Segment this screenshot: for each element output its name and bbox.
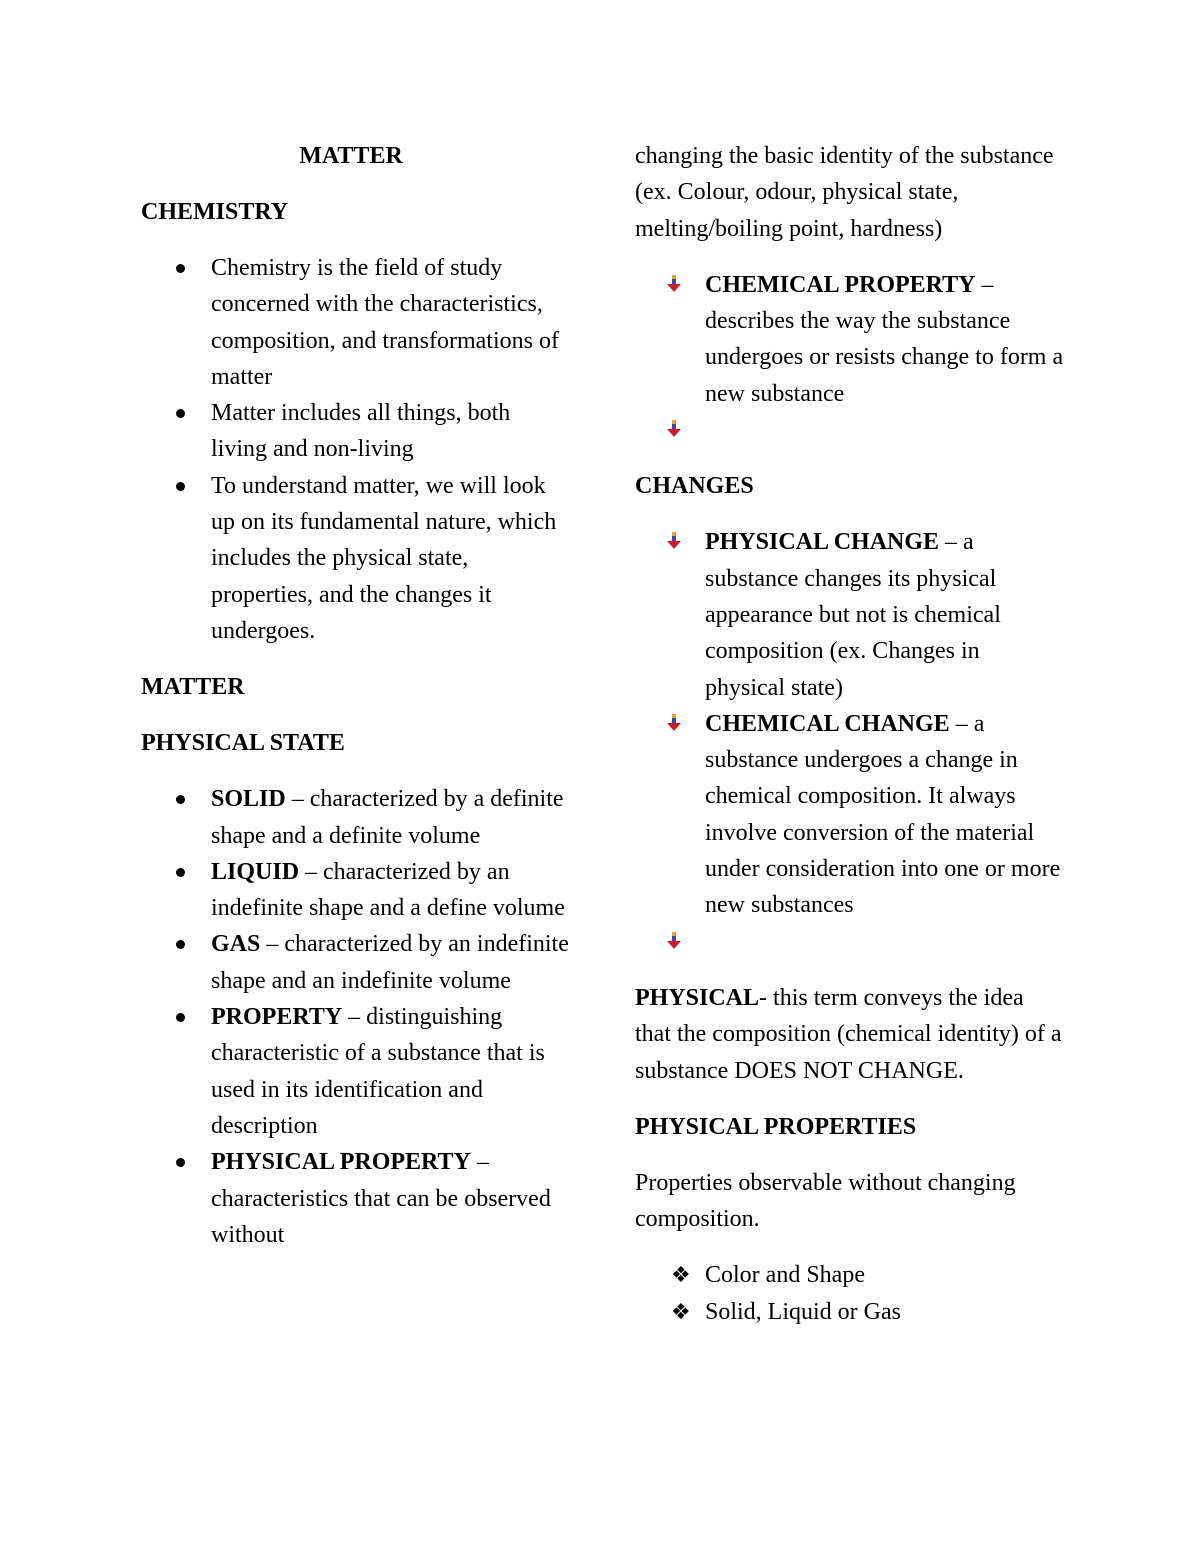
list-item: ❖ Solid, Liquid or Gas — [635, 1294, 1065, 1330]
physical-state-list — [141, 781, 571, 1253]
list-item: LIQUID – characterized by an indefinite shape and a define volume — [141, 854, 571, 927]
bullet-icon — [171, 395, 201, 431]
bullet-icon — [171, 1144, 201, 1180]
bullet-icon — [171, 999, 201, 1035]
term: CHEMICAL PROPERTY — [705, 271, 976, 298]
list-item: CHEMICAL CHANGE – a substance undergoes a change in chemical composition. It always involve conversion of the material under consideration into one or more new substances — [635, 706, 1065, 924]
list-item: PHYSICAL CHANGE – a substance changes its physical appearance but not is chemical composition (ex. Changes in physical state) — [635, 524, 1065, 705]
arrow-bullet-icon — [665, 706, 695, 742]
property-list — [635, 267, 1065, 448]
physical-properties-list — [635, 1257, 1065, 1330]
list-item: GAS – characterized by an indefinite shape and an indefinite volume — [141, 926, 571, 999]
chemistry-heading: CHEMISTRY — [141, 199, 289, 225]
list-item — [635, 924, 1065, 960]
term: PHYSICAL CHANGE — [705, 529, 940, 556]
list-item — [635, 412, 1065, 448]
physical-properties-text: Properties observable without changing composition. — [635, 1169, 1016, 1233]
list-item: SOLID – characterized by a definite shape and a definite volume — [141, 781, 571, 854]
bullet-icon — [171, 854, 201, 890]
term: SOLID — [211, 786, 286, 813]
document-title: MATTER — [299, 143, 403, 169]
arrow-bullet-icon — [665, 924, 695, 960]
term: PHYSICAL — [635, 984, 760, 1011]
list-item: PHYSICAL PROPERTY – characteristics that can be observed without — [141, 1144, 571, 1253]
chemistry-list — [141, 250, 571, 649]
term: GAS — [211, 931, 261, 958]
physical-state-heading: PHYSICAL STATE — [141, 730, 345, 757]
bullet-icon — [171, 781, 201, 817]
term: PHYSICAL PROPERTY — [211, 1149, 471, 1176]
bullet-icon — [171, 468, 201, 504]
term: CHEMICAL CHANGE — [705, 710, 950, 737]
list-item: PROPERTY – distinguishing characteristic of a substance that is used in its identification and description — [141, 999, 571, 1144]
changes-list — [635, 524, 1065, 960]
list-item: ❖ Color and Shape — [635, 1257, 1065, 1293]
list-item: CHEMICAL PROPERTY – describes the way the substance undergoes or resists change to form a new substance — [635, 267, 1065, 412]
list-item: Chemistry is the field of study concerned with the characteristics, composition, and transformations of matter — [141, 250, 571, 395]
continuation-paragraph: changing the basic identity of the substance (ex. Colour, odour, physical state, melting/boiling point, hardness) — [635, 143, 1054, 242]
diamond-bullet-icon: ❖ — [671, 1298, 691, 1324]
term: PROPERTY — [211, 1004, 343, 1031]
changes-heading: CHANGES — [635, 473, 754, 500]
physical-properties-heading: PHYSICAL PROPERTIES — [635, 1113, 917, 1140]
list-item: Matter includes all things, both living and non-living — [141, 395, 571, 468]
physical-definition: PHYSICAL- this term conveys the idea that the composition (chemical identity) of a substance DOES NOT CHANGE. — [635, 984, 1062, 1084]
right-column — [635, 138, 1065, 1330]
bullet-icon — [171, 250, 201, 286]
term: LIQUID — [211, 858, 300, 885]
diamond-bullet-icon: ❖ — [671, 1262, 691, 1288]
left-column — [141, 138, 571, 1253]
bullet-icon — [171, 926, 201, 962]
arrow-bullet-icon — [665, 524, 695, 560]
arrow-bullet-icon — [665, 412, 695, 448]
matter-heading: MATTER — [141, 674, 245, 701]
list-item: To understand matter, we will look up on its fundamental nature, which includes the physical state, properties, and the changes it undergoes. — [141, 468, 571, 649]
arrow-bullet-icon — [665, 267, 695, 303]
